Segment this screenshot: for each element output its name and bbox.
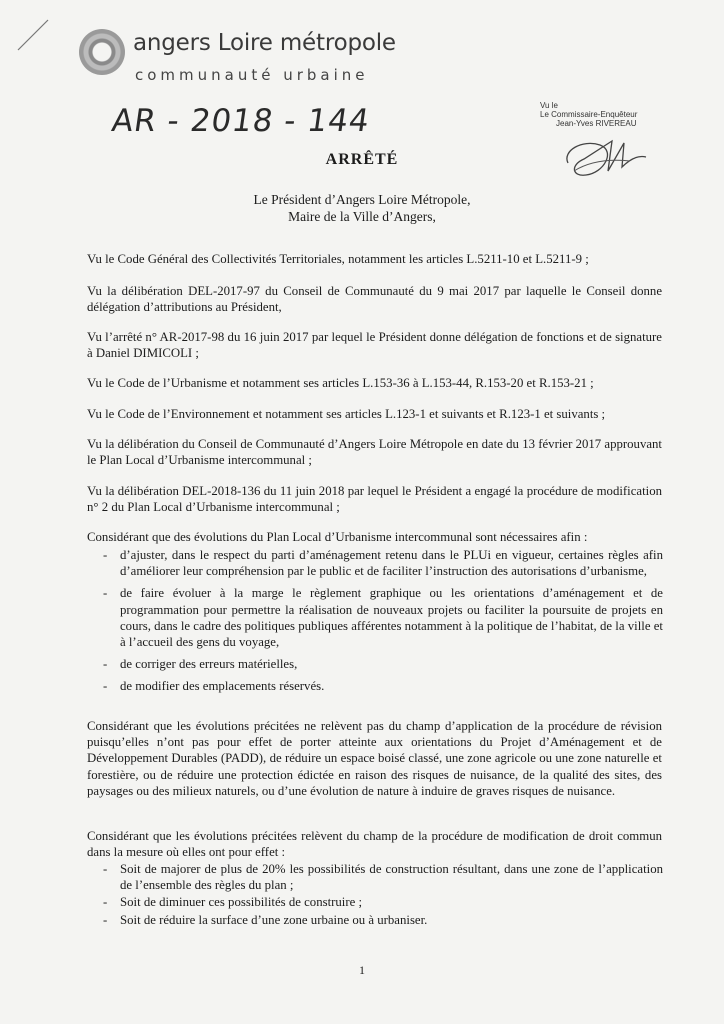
list-item: - Soit de majorer de plus de 20% les possibilités de construction résultant, dans une zone de l’application de l’ensemble des règles du plan ; <box>103 861 663 893</box>
list-item: - Soit de réduire la surface d’une zone urbaine ou à urbaniser. <box>103 912 663 928</box>
visa-paragraph: Vu le Code de l’Environnement et notamment ses articles L.123-1 et suivants et R.123-1 et suivants ; <box>87 407 606 421</box>
stamp-line-3: Jean-Yves RIVEREAU <box>556 119 637 128</box>
logo-name: angers Loire métropole <box>133 30 396 56</box>
visa-paragraph: Vu la délibération du Conseil de Communauté d’Angers Loire Métropole en date du 13 février 2017 approuvant le Plan Local d’Urbanisme intercommunal ; <box>87 437 662 468</box>
visa-paragraph: Vu l’arrêté n° AR-2017-98 du 16 juin 2017 par lequel le Président donne délégation de fonctions et de signature à Daniel DIMICOLI ; <box>87 330 662 361</box>
handwritten-reference: AR - 2018 - 144 <box>109 103 373 139</box>
considerant-list <box>103 547 663 701</box>
stamp-line-1: Vu le <box>540 101 558 110</box>
logo-icon <box>79 29 125 75</box>
list-item: - de corriger des erreurs matérielles, <box>103 656 663 672</box>
list-item: - de faire évoluer à la marge le règlement graphique ou les orientations d’aménagement et de programmation pour permettre la réalisation de nouveaux projets ou faciliter la poursuite de projets en cours, dans le cadre des politiques publiques afférentes notamment à la politique de l’habitat, de la ville et à l’accueil des gens du voyage, <box>103 585 663 650</box>
commissioner-stamp <box>540 101 650 128</box>
list-item: - Soit de diminuer ces possibilités de construire ; <box>103 894 663 910</box>
list-item: - d’ajuster, dans le respect du parti d’aménagement retenu dans le PLUi en vigueur, certaines règles afin d’améliorer leur compréhension par le public et de faciliter l’instruction des autorisations d’urbanisme, <box>103 547 663 579</box>
considerant-paragraph: Considérant que les évolutions précitées ne relèvent pas du champ d’application de la procédure de révision puisqu’elles n’ont pas pour effet de porter atteinte aux orientations du Projet d’Aménagement et de Développement Durables (PADD), de réduire un espace boisé classé, une zone agricole ou une zone naturelle et forestière, ou de réduire une protection édictée en raison des risques de nuisance, de la qualité des sites, des paysages ou des milieux naturels, ou d’une évolution de nature à induire de graves risques de nuisance. <box>87 719 662 798</box>
addressee-line-2: Maire de la Ville d’Angers, <box>288 209 436 224</box>
visa-paragraph: Vu la délibération DEL-2018-136 du 11 juin 2018 par lequel le Président a engagé la procédure de modification n° 2 du Plan Local d’Urbanisme intercommunal ; <box>87 484 662 515</box>
effects-list <box>103 861 663 929</box>
addressee-line-1: Le Président d’Angers Loire Métropole, <box>253 192 471 207</box>
document-title: ARRÊTÉ <box>325 151 399 168</box>
list-item: - de modifier des emplacements réservés. <box>103 678 663 694</box>
addressee-block <box>0 191 724 225</box>
considerant-intro: Considérant que des évolutions du Plan Local d’Urbanisme intercommunal sont nécessaires afin : <box>87 530 588 544</box>
page-number: 1 <box>359 963 365 977</box>
logo-subtitle: communauté urbaine <box>135 66 369 84</box>
considerant-intro: Considérant que les évolutions précitées relèvent du champ de la procédure de modification de droit commun dans la mesure où elles ont pour effet : <box>87 829 662 860</box>
visa-paragraph: Vu la délibération DEL-2017-97 du Conseil de Communauté du 9 mai 2017 par laquelle le Conseil donne délégation d’attributions au Président, <box>87 284 662 315</box>
stamp-line-2: Le Commissaire-Enquêteur <box>540 110 638 119</box>
visa-paragraph: Vu le Code Général des Collectivités Territoriales, notamment les articles L.5211-10 et L.5211-9 ; <box>87 252 589 266</box>
pen-mark <box>14 14 54 54</box>
visa-paragraph: Vu le Code de l’Urbanisme et notamment ses articles L.153-36 à L.153-44, R.153-20 et R.153-21 ; <box>87 376 594 390</box>
